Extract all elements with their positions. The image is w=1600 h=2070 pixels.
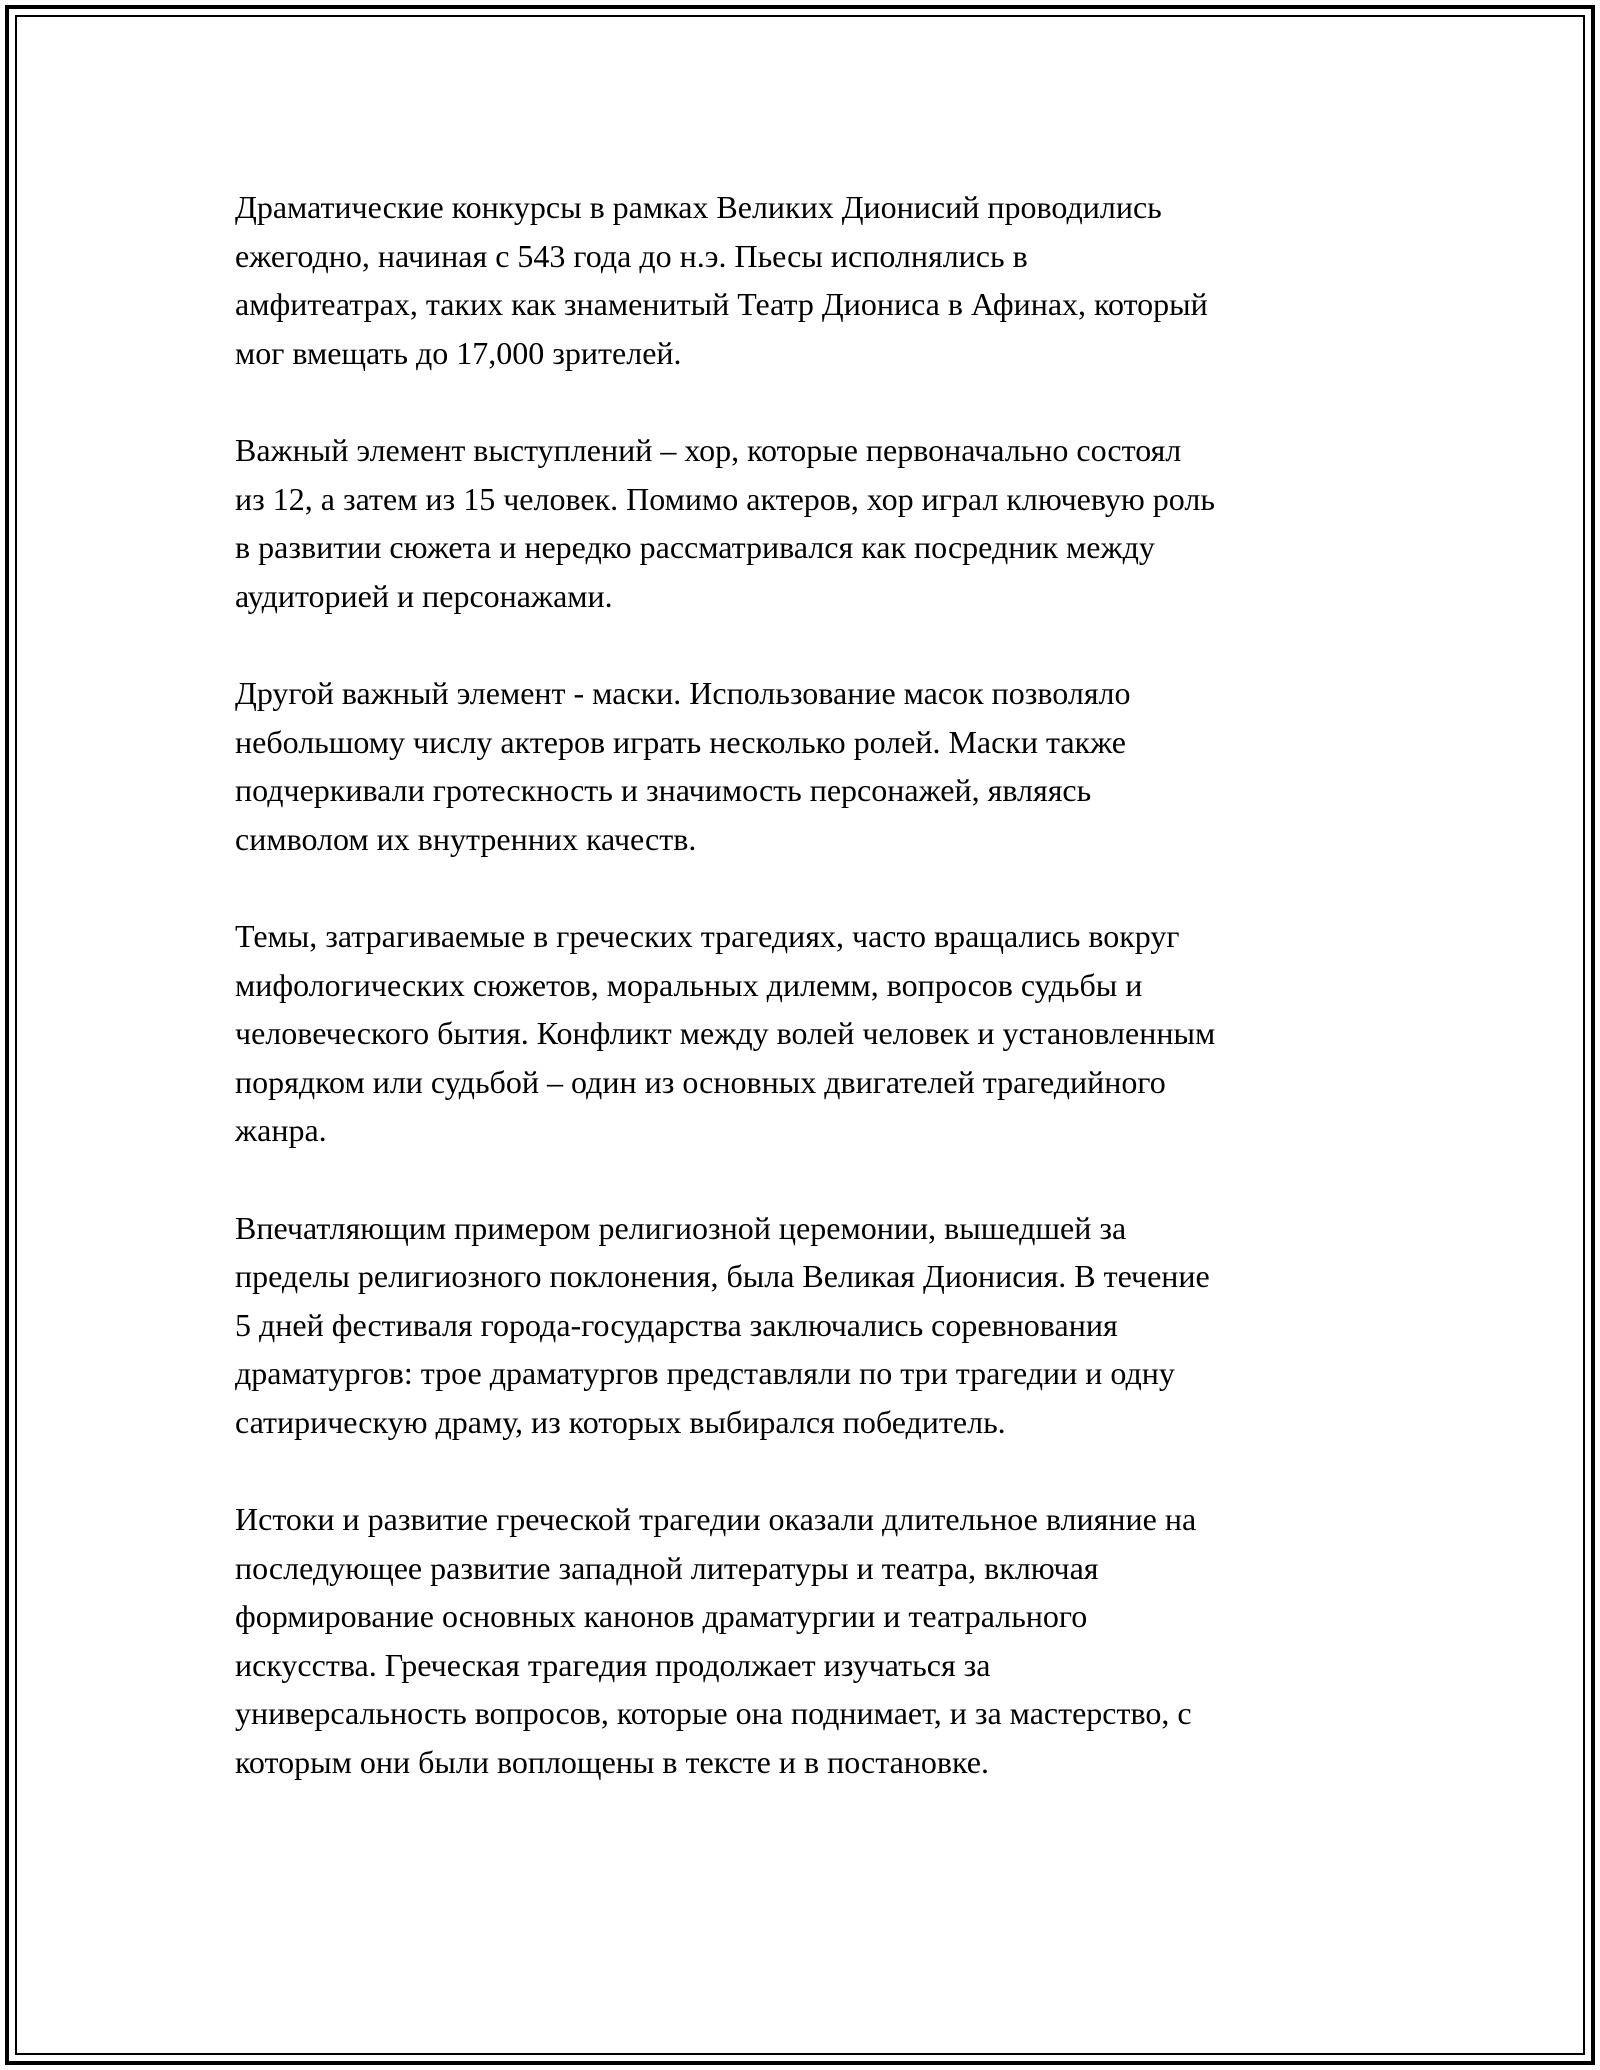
document-body — [235, 183, 1375, 1835]
paragraph-6: Истоки и развитие греческой трагедии оказали длительное влияние на последующее развитие западной литературы и театра, включая формирование основных канонов драматургии и театрального искусства. Греческая трагедия продолжает изучаться за универсальность вопросов, которые она поднимает, и за мастерство, с которым они были воплощены в тексте и в постановке. — [235, 1501, 1197, 1780]
paragraph-4: Темы, затрагиваемые в греческих трагедиях, часто вращались вокруг мифологических сюжетов, моральных дилемм, вопросов судьбы и человеческого бытия. Конфликт между волей человек и установленным порядком или судьбой – один из основных двигателей трагедийного жанра. — [235, 918, 1216, 1148]
paragraph-1: Драматические конкурсы в рамках Великих Дионисий проводились ежегодно, начиная с 543 года до н.э. Пьесы исполнялись в амфитеатрах, таких как знаменитый Театр Диониса в Афинах, который мог вмещать до 17,000 зрителей. — [235, 189, 1208, 371]
paragraph-2: Важный элемент выступлений – хор, которые первоначально состоял из 12, а затем из 15 человек. Помимо актеров, хор играл ключевую роль в развитии сюжета и нередко рассматривался как посредник между аудиторией и персонажами. — [235, 432, 1215, 614]
paragraph-3: Другой важный элемент - маски. Использование масок позволяло небольшому числу актеров играть несколько ролей. Маски также подчеркивали гротескность и значимость персонажей, являясь символом их внутренних качеств. — [235, 675, 1131, 857]
paragraph-5: Впечатляющим примером религиозной церемонии, вышедшей за пределы религиозного поклонения, была Великая Дионисия. В течение 5 дней фестиваля города-государства заключались соревнования драматургов: трое драматургов представляли по три трагедии и одну сатирическую драму, из которых выбирался победитель. — [235, 1209, 1210, 1440]
